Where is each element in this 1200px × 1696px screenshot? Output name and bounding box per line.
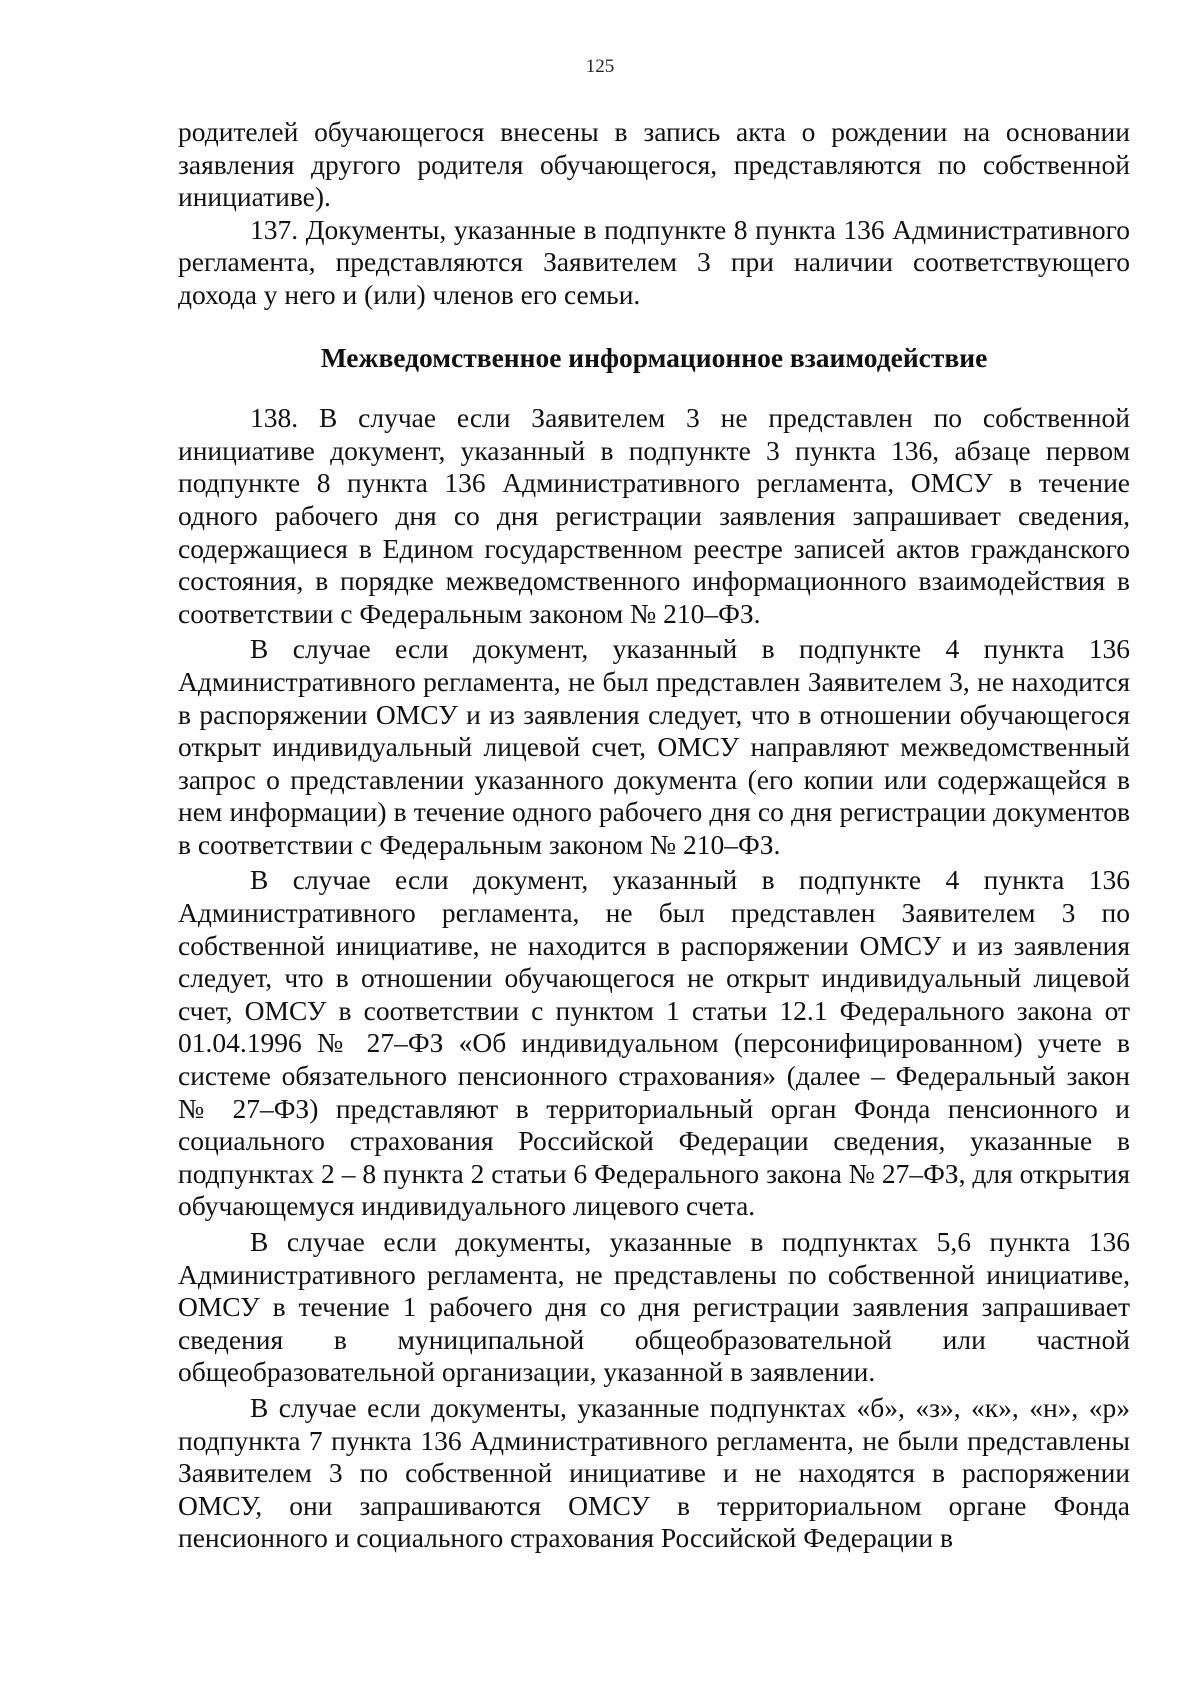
paragraph-138-part-4: В случае если документы, указанные в подпунктах 5,6 пункта 136 Административного регламента, не представлены по собственной инициативе, ОМСУ в течение 1 рабочего дня со дня регистрации заявления запрашивает сведения в муниципальной общеобразовательной или частной общеобразовательной организации, указанной в заявлении.	[178, 1226, 1130, 1388]
document-body	[178, 116, 1130, 1555]
paragraph-138: 138. В случае если Заявителем 3 не представлен по собственной инициативе документ, указанный в подпункте 3 пункта 136, абзаце первом подпункте 8 пункта 136 Административного регламента, ОМСУ в течение одного рабочего дня со дня регистрации заявления запрашивает сведения, содержащиеся в Едином государственном реестре записей актов гражданского состояния, в порядке межведомственного информационного взаимодействия в соответствии с Федеральным законом № 210–ФЗ.	[178, 402, 1130, 629]
paragraph-138-part-3: В случае если документ, указанный в подпункте 4 пункта 136 Административного регламента, не был представлен Заявителем 3 по собственной инициативе, не находится в распоряжении ОМСУ и из заявления следует, что в отношении обучающегося не открыт индивидуальный лицевой счет, ОМСУ в соответствии с пунктом 1 статьи 12.1 Федерального закона от 01.04.1996 № 27–ФЗ «Об индивидуальном (персонифицированном) учете в системе обязательного пенсионного страхования» (далее – Федеральный закон № 27–ФЗ) представляют в территориальный орган Фонда пенсионного и социального страхования Российской Федерации сведения, указанные в подпунктах 2 – 8 пункта 2 статьи 6 Федерального закона № 27–ФЗ, для открытия обучающемуся индивидуального лицевого счета.	[178, 864, 1130, 1222]
page-number: 125	[585, 56, 615, 77]
paragraph-137: 137. Документы, указанные в подпункте 8 пункта 136 Административного регламента, представляются Заявителем 3 при наличии соответствующего дохода у него и (или) членов его семьи.	[178, 213, 1130, 310]
paragraph-continuation: родителей обучающегося внесены в запись акта о рождении на основании заявления другого родителя обучающегося, представляются по собственной инициативе).	[178, 116, 1130, 213]
section-heading: Межведомственное информационное взаимодействие	[320, 341, 988, 373]
paragraph-138-part-2: В случае если документ, указанный в подпункте 4 пункта 136 Административного регламента, не был представлен Заявителем 3, не находится в распоряжении ОМСУ и из заявления следует, что в отношении обучающегося открыт индивидуальный лицевой счет, ОМСУ направляют межведомственный запрос о представлении указанного документа (его копии или содержащейся в нем информации) в течение одного рабочего дня со дня регистрации документов в соответствии с Федеральным законом № 210–ФЗ.	[178, 633, 1130, 860]
paragraph-138-part-5: В случае если документы, указанные подпунктах «б», «з», «к», «н», «р» подпункта 7 пункта 136 Административного регламента, не были представлены Заявителем 3 по собственной инициативе и не находятся в распоряжении ОМСУ, они запрашиваются ОМСУ в территориальном органе Фонда пенсионного и социального страхования Российской Федерации в	[178, 1391, 1130, 1554]
